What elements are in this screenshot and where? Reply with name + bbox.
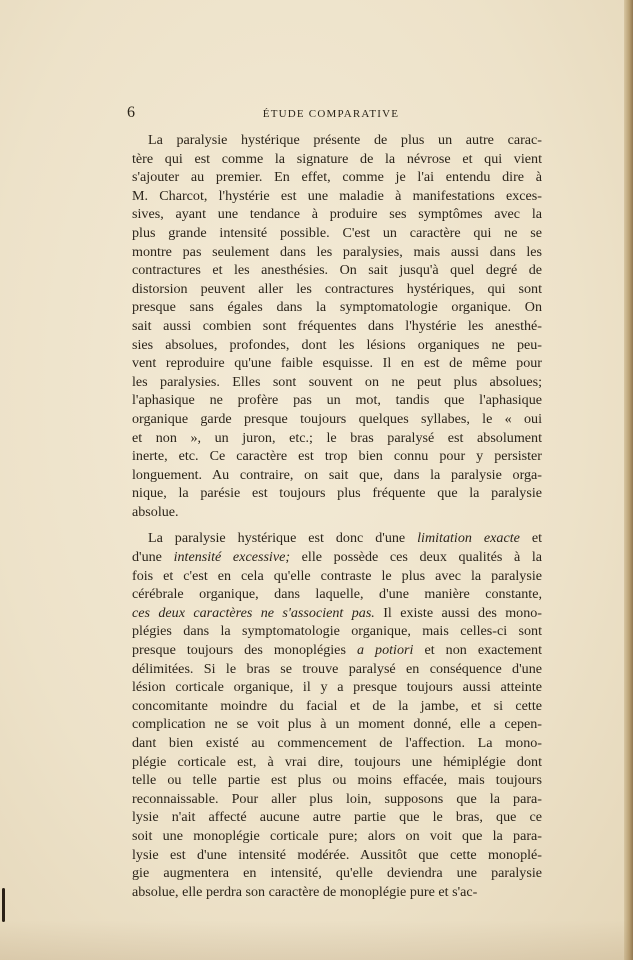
text-line xyxy=(132,298,542,317)
italic-text: limitation exacte xyxy=(417,530,520,547)
text-run: elle possède ces deux qualités à la xyxy=(290,549,542,566)
text-run: absolue, elle perdra son caractère de monoplégie pure et s'ac- xyxy=(132,883,478,900)
text-line xyxy=(132,280,542,299)
text-run: gie augmentera en intensité, qu'elle deviendra une paralysie xyxy=(132,865,542,882)
text-run: organique garde presque toujours quelques syllabes, le « oui xyxy=(132,410,542,427)
text-line xyxy=(132,336,542,355)
text-line xyxy=(132,131,542,150)
italic-text: ces deux caractères ne s'associent pas. xyxy=(132,604,375,621)
text-run: inerte, etc. Ce caractère est trop bien connu pour y persister xyxy=(132,448,542,465)
text-run: et non exactement xyxy=(413,642,542,659)
text-line xyxy=(132,808,542,827)
text-line xyxy=(132,447,542,466)
text-run: dant bien existé au commencement de l'affection. La mono- xyxy=(132,735,542,751)
text-line xyxy=(132,243,542,262)
text-run: et xyxy=(519,530,542,547)
text-run: telle ou telle partie est plus ou moins effacée, mais toujours xyxy=(132,772,542,789)
text-run: lysie est d'une intensité modérée. Aussitôt que cette monoplé- xyxy=(132,846,542,863)
text-line xyxy=(132,484,542,503)
text-line xyxy=(132,429,542,448)
text-line xyxy=(132,373,542,392)
text-run: vent reproduire qu'une faible esquisse. Il en est de même pour xyxy=(132,355,542,372)
italic-text: intensité excessive; xyxy=(173,549,291,566)
text-run: et non », un juron, etc.; le bras paralysé est absolument xyxy=(132,429,542,446)
text-run: presque sans égales dans la symptomatologie organique. On xyxy=(132,299,542,316)
text-line xyxy=(132,503,542,522)
text-run: nique, la parésie est toujours plus fréquente que la paralysie xyxy=(132,485,542,502)
page-edge xyxy=(624,0,633,960)
text-run: sait aussi combien sont fréquentes dans l'hystérie les anesthé- xyxy=(132,317,542,334)
text-run: La paralysie hystérique présente de plus un autre carac- xyxy=(148,132,542,148)
text-run: Il existe aussi des mono- xyxy=(374,604,542,621)
text-run: cérébrale organique, dans laquelle, d'une manière constante, xyxy=(132,586,542,603)
text-run: sies absolues, profondes, dont les lésions organiques ne peu- xyxy=(132,336,542,353)
text-line xyxy=(132,678,542,697)
text-line xyxy=(132,771,542,790)
text-line xyxy=(132,641,542,660)
text-line xyxy=(132,846,542,865)
text-line xyxy=(132,354,542,373)
text-line xyxy=(132,317,542,336)
text-line xyxy=(132,187,542,206)
text-run: complication ne se voit plus à un moment donné, elle a cepen- xyxy=(132,716,542,733)
text-run: reconnaissable. Pour aller plus loin, supposons que la para- xyxy=(132,790,542,807)
text-run: concomitante moindre du facial et de la jambe, et si cette xyxy=(132,697,542,714)
text-run: s'ajouter au premier. En effet, comme je l'ai entendu dire à xyxy=(132,169,542,186)
text-line xyxy=(132,391,542,410)
text-run: presque toujours des monoplégies xyxy=(132,642,357,659)
text-line xyxy=(132,261,542,280)
text-run: sives, ayant une tendance à produire ses symptômes avec la xyxy=(132,206,542,223)
text-run: plus grande intensité possible. C'est un caractère qui ne se xyxy=(132,224,542,241)
text-run: délimitées. Si le bras se trouve paralysé en conséquence d'une xyxy=(132,660,542,677)
text-run: montre pas seulement dans les paralysies, mais aussi dans les xyxy=(132,243,542,260)
text-run: absolue. xyxy=(132,503,179,520)
paragraph xyxy=(132,529,542,901)
text-run: d'une xyxy=(132,549,174,566)
text-line xyxy=(132,150,542,169)
text-run: plégie corticale est, à vrai dire, toujours une hémiplégie dont xyxy=(132,753,542,770)
text-run: l'aphasique ne profère pas un mot, tandis que l'aphasique xyxy=(132,392,542,409)
text-run: fois et c'est en cela qu'elle contraste le plus avec la paralysie xyxy=(132,567,542,584)
running-title: ÉTUDE COMPARATIVE xyxy=(262,108,400,120)
text-line xyxy=(132,604,542,623)
text-run: distorsion peuvent aller les contractures hystériques, qui sont xyxy=(132,280,542,297)
text-line xyxy=(132,753,542,772)
text-run: La paralysie hystérique est donc d'une xyxy=(148,530,418,547)
text-run: contractures et les anesthésies. On sait jusqu'à quel degré de xyxy=(132,262,542,279)
text-line xyxy=(132,734,542,753)
ink-mark xyxy=(2,888,5,922)
text-run: M. Charcot, l'hystérie est une maladie à manifestations exces- xyxy=(132,187,542,204)
text-line xyxy=(132,622,542,641)
text-line xyxy=(132,790,542,809)
paragraph xyxy=(132,131,542,521)
text-line xyxy=(132,864,542,883)
text-run: tère qui est comme la signature de la névrose et qui vient xyxy=(132,150,542,167)
body-text xyxy=(132,131,542,901)
text-line xyxy=(132,205,542,224)
text-line xyxy=(132,715,542,734)
text-line xyxy=(132,827,542,846)
text-line xyxy=(132,466,542,485)
page-shadow xyxy=(0,920,633,960)
text-run: soit une monoplégie corticale pure; alors on voit que la para- xyxy=(132,827,542,844)
page-number: 6 xyxy=(127,104,135,121)
text-line xyxy=(132,529,542,548)
text-line xyxy=(132,224,542,243)
text-run: les paralysies. Elles sont souvent on ne peut plus absolues; xyxy=(132,373,542,390)
text-line xyxy=(132,585,542,604)
text-line xyxy=(132,567,542,586)
text-line xyxy=(132,660,542,679)
text-line xyxy=(132,697,542,716)
text-run: plégies dans la symptomatologie organique, mais celles-ci sont xyxy=(132,623,542,640)
text-run: lysie n'ait affecté aucune autre partie que le bras, que ce xyxy=(132,809,542,826)
text-line xyxy=(132,168,542,187)
text-run: lésion corticale organique, il y a presque toujours aussi atteinte xyxy=(132,679,542,696)
text-line xyxy=(132,548,542,567)
italic-text: a potiori xyxy=(356,642,414,659)
text-line xyxy=(132,883,542,902)
text-run: longuement. Au contraire, on sait que, dans la paralysie orga- xyxy=(132,466,542,483)
text-line xyxy=(132,410,542,429)
page-header xyxy=(122,104,540,124)
